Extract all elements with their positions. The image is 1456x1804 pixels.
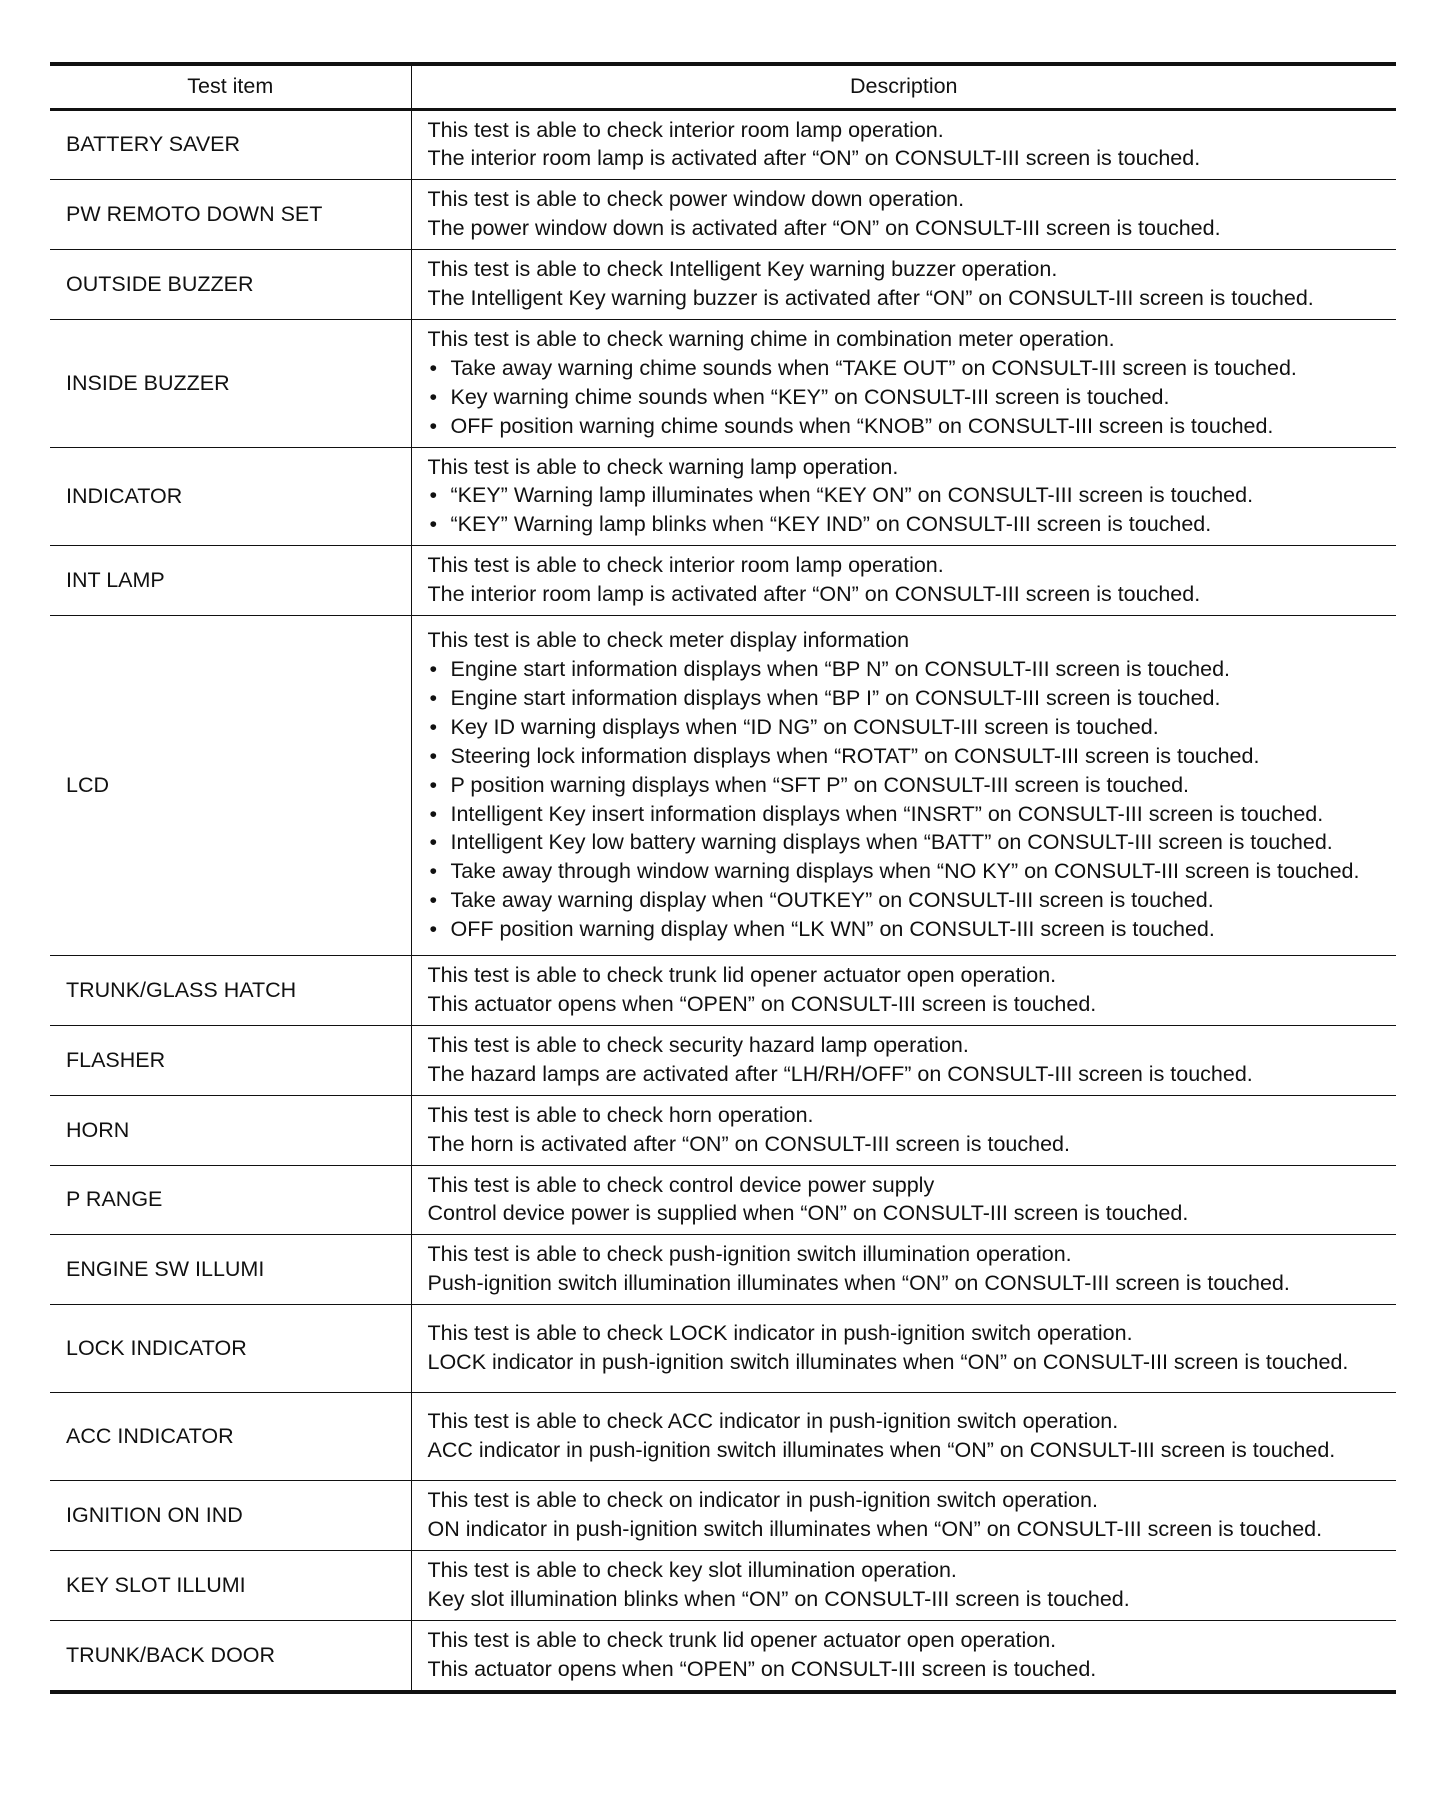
table-row <box>50 1095 1396 1165</box>
description-line: This test is able to check ACC indicator in push-ignition switch operation. <box>427 1409 1119 1434</box>
description-cell <box>411 1620 1396 1691</box>
description-cell <box>411 1393 1396 1481</box>
description-line: Key slot illumination blinks when “ON” on CONSULT-III screen is touched. <box>427 1586 1130 1611</box>
bullet-dot-icon: • <box>429 657 438 682</box>
table-row <box>50 1165 1396 1235</box>
description-line: This actuator opens when “OPEN” on CONSULT-III screen is touched. <box>427 1656 1097 1681</box>
bullet-text: Intelligent Key insert information displays when “INSRT” on CONSULT-III screen is touched. <box>450 801 1324 826</box>
bullet-item <box>428 915 1389 944</box>
description-cell <box>411 250 1396 320</box>
description-line: This test is able to check warning lamp operation. <box>427 454 899 479</box>
description-cell <box>411 616 1396 956</box>
description-cell <box>411 319 1396 447</box>
description-cell <box>411 180 1396 250</box>
bullet-text: Take away warning display when “OUTKEY” on CONSULT-III screen is touched. <box>450 888 1214 913</box>
test-item-cell: ENGINE SW ILLUMI <box>50 1235 411 1305</box>
bullet-dot-icon: • <box>429 714 438 739</box>
table-row <box>50 1305 1396 1393</box>
bullet-item <box>428 354 1389 383</box>
description-line: The power window down is activated after “ON” on CONSULT-III screen is touched. <box>427 216 1221 241</box>
description-line: ACC indicator in push-ignition switch illuminates when “ON” on CONSULT-III screen is touched. <box>427 1438 1336 1463</box>
description-line: This test is able to check interior room lamp operation. <box>427 553 944 578</box>
description-line: This test is able to check Intelligent Key warning buzzer operation. <box>427 257 1058 282</box>
table-body <box>50 109 1396 1692</box>
description-cell <box>411 1481 1396 1551</box>
bullet-text: Engine start information displays when “BP N” on CONSULT-III screen is touched. <box>450 657 1231 682</box>
bullet-dot-icon: • <box>429 384 438 409</box>
bullet-text: Intelligent Key low battery warning displays when “BATT” on CONSULT-III screen is touched. <box>450 830 1333 855</box>
test-item-cell: INSIDE BUZZER <box>50 319 411 447</box>
bullet-dot-icon: • <box>429 413 438 438</box>
bullet-item <box>428 828 1389 857</box>
header-test-item: Test item <box>50 64 411 109</box>
bullet-dot-icon: • <box>429 859 438 884</box>
bullet-item <box>428 383 1389 412</box>
bullet-text: Take away through window warning displays when “NO KY” on CONSULT-III screen is touched. <box>450 859 1360 884</box>
bullet-text: “KEY” Warning lamp illuminates when “KEY ON” on CONSULT-III screen is touched. <box>450 483 1254 508</box>
test-item-cell: ACC INDICATOR <box>50 1393 411 1481</box>
bullet-text: Engine start information displays when “BP I” on CONSULT-III screen is touched. <box>450 685 1221 710</box>
bullet-text: Key ID warning displays when “ID NG” on CONSULT-III screen is touched. <box>450 714 1159 739</box>
description-cell <box>411 1550 1396 1620</box>
table-row <box>50 180 1396 250</box>
table-row <box>50 447 1396 546</box>
test-item-cell: INDICATOR <box>50 447 411 546</box>
bullet-list <box>428 354 1389 441</box>
description-cell <box>411 1165 1396 1235</box>
table-header-row <box>50 64 1396 109</box>
bullet-text: P position warning displays when “SFT P” on CONSULT-III screen is touched. <box>450 772 1189 797</box>
description-cell <box>411 1235 1396 1305</box>
description-line: This test is able to check interior room lamp operation. <box>427 117 944 142</box>
table-row <box>50 1235 1396 1305</box>
bullet-dot-icon: • <box>429 483 438 508</box>
bullet-item <box>428 481 1389 510</box>
description-line: This test is able to check warning chime in combination meter operation. <box>427 326 1115 351</box>
table-row <box>50 956 1396 1026</box>
bullet-item <box>428 886 1389 915</box>
description-line: The interior room lamp is activated after “ON” on CONSULT-III screen is touched. <box>427 582 1201 607</box>
bullet-item <box>428 800 1389 829</box>
description-line: The horn is activated after “ON” on CONSULT-III screen is touched. <box>427 1131 1070 1156</box>
description-line: The Intelligent Key warning buzzer is activated after “ON” on CONSULT-III screen is touched. <box>427 286 1314 311</box>
bullet-dot-icon: • <box>429 355 438 380</box>
table-row <box>50 1393 1396 1481</box>
bullet-item <box>428 684 1389 713</box>
description-line: The hazard lamps are activated after “LH/RH/OFF” on CONSULT-III screen is touched. <box>427 1061 1253 1086</box>
bullet-text: OFF position warning chime sounds when “KNOB” on CONSULT-III screen is touched. <box>450 413 1274 438</box>
bullet-dot-icon: • <box>429 743 438 768</box>
table-row <box>50 546 1396 616</box>
test-item-cell: IGNITION ON IND <box>50 1481 411 1551</box>
description-line: This test is able to check trunk lid opener actuator open operation. <box>427 963 1057 988</box>
test-item-cell: BATTERY SAVER <box>50 109 411 180</box>
test-item-cell: PW REMOTO DOWN SET <box>50 180 411 250</box>
description-cell <box>411 109 1396 180</box>
description-line: This test is able to check power window down operation. <box>427 187 965 212</box>
description-line: This actuator opens when “OPEN” on CONSULT-III screen is touched. <box>427 992 1097 1016</box>
test-item-cell: P RANGE <box>50 1165 411 1235</box>
bullet-text: OFF position warning display when “LK WN” on CONSULT-III screen is touched. <box>450 917 1215 942</box>
bullet-item <box>428 510 1389 539</box>
description-cell <box>411 1025 1396 1095</box>
description-line: This test is able to check control device power supply <box>427 1172 935 1197</box>
bullet-dot-icon: • <box>429 888 438 913</box>
header-description: Description <box>411 64 1396 109</box>
table-row <box>50 109 1396 180</box>
bullet-text: “KEY” Warning lamp blinks when “KEY IND” on CONSULT-III screen is touched. <box>450 512 1212 537</box>
test-item-cell: LCD <box>50 616 411 956</box>
description-line: Push-ignition switch illumination illuminates when “ON” on CONSULT-III screen is touched. <box>427 1271 1290 1296</box>
table-row <box>50 616 1396 956</box>
table-row <box>50 1025 1396 1095</box>
table-row <box>50 250 1396 320</box>
test-item-cell: HORN <box>50 1095 411 1165</box>
test-item-cell: TRUNK/GLASS HATCH <box>50 956 411 1026</box>
table-row <box>50 1620 1396 1691</box>
description-cell <box>411 1305 1396 1393</box>
description-line: LOCK indicator in push-ignition switch illuminates when “ON” on CONSULT-III screen is touched. <box>427 1350 1349 1375</box>
bullet-list <box>428 655 1389 944</box>
description-cell <box>411 546 1396 616</box>
bullet-item <box>428 655 1389 684</box>
bullet-item <box>428 857 1389 886</box>
bullet-text: Take away warning chime sounds when “TAKE OUT” on CONSULT-III screen is touched. <box>450 355 1297 380</box>
bullet-item <box>428 713 1389 742</box>
description-line: ON indicator in push-ignition switch illuminates when “ON” on CONSULT-III screen is touched. <box>427 1517 1323 1542</box>
bullet-dot-icon: • <box>429 685 438 710</box>
table-row <box>50 319 1396 447</box>
bullet-text: Steering lock information displays when “ROTAT” on CONSULT-III screen is touched. <box>450 743 1260 768</box>
description-line: The interior room lamp is activated after “ON” on CONSULT-III screen is touched. <box>427 146 1201 171</box>
bullet-dot-icon: • <box>429 830 438 855</box>
description-line: This test is able to check LOCK indicator in push-ignition switch operation. <box>427 1321 1133 1346</box>
table-row <box>50 1550 1396 1620</box>
test-item-cell: OUTSIDE BUZZER <box>50 250 411 320</box>
description-line: This test is able to check horn operation. <box>427 1102 814 1127</box>
description-line: This test is able to check security hazard lamp operation. <box>427 1032 969 1057</box>
bullet-dot-icon: • <box>429 512 438 537</box>
description-line: This test is able to check meter display information <box>427 628 910 653</box>
test-item-cell: FLASHER <box>50 1025 411 1095</box>
description-line: This test is able to check on indicator in push-ignition switch operation. <box>427 1488 1098 1513</box>
bullet-dot-icon: • <box>429 801 438 826</box>
description-line: Control device power is supplied when “ON” on CONSULT-III screen is touched. <box>427 1201 1189 1226</box>
test-item-cell: TRUNK/BACK DOOR <box>50 1620 411 1691</box>
bullet-item <box>428 771 1389 800</box>
test-item-table <box>50 62 1396 1694</box>
bullet-dot-icon: • <box>429 917 438 942</box>
bullet-list <box>428 481 1389 539</box>
description-cell <box>411 1095 1396 1165</box>
description-line: This test is able to check key slot illumination operation. <box>427 1557 957 1582</box>
bullet-item <box>428 412 1389 441</box>
test-item-table-container <box>50 62 1396 1694</box>
description-cell <box>411 447 1396 546</box>
bullet-dot-icon: • <box>429 772 438 797</box>
test-item-cell: INT LAMP <box>50 546 411 616</box>
bullet-item <box>428 742 1389 771</box>
test-item-cell: KEY SLOT ILLUMI <box>50 1550 411 1620</box>
bullet-text: Key warning chime sounds when “KEY” on CONSULT-III screen is touched. <box>450 384 1170 409</box>
table-row <box>50 1481 1396 1551</box>
description-cell <box>411 956 1396 1026</box>
test-item-cell: LOCK INDICATOR <box>50 1305 411 1393</box>
description-line: This test is able to check trunk lid opener actuator open operation. <box>427 1627 1057 1652</box>
description-line: This test is able to check push-ignition switch illumination operation. <box>427 1242 1072 1267</box>
